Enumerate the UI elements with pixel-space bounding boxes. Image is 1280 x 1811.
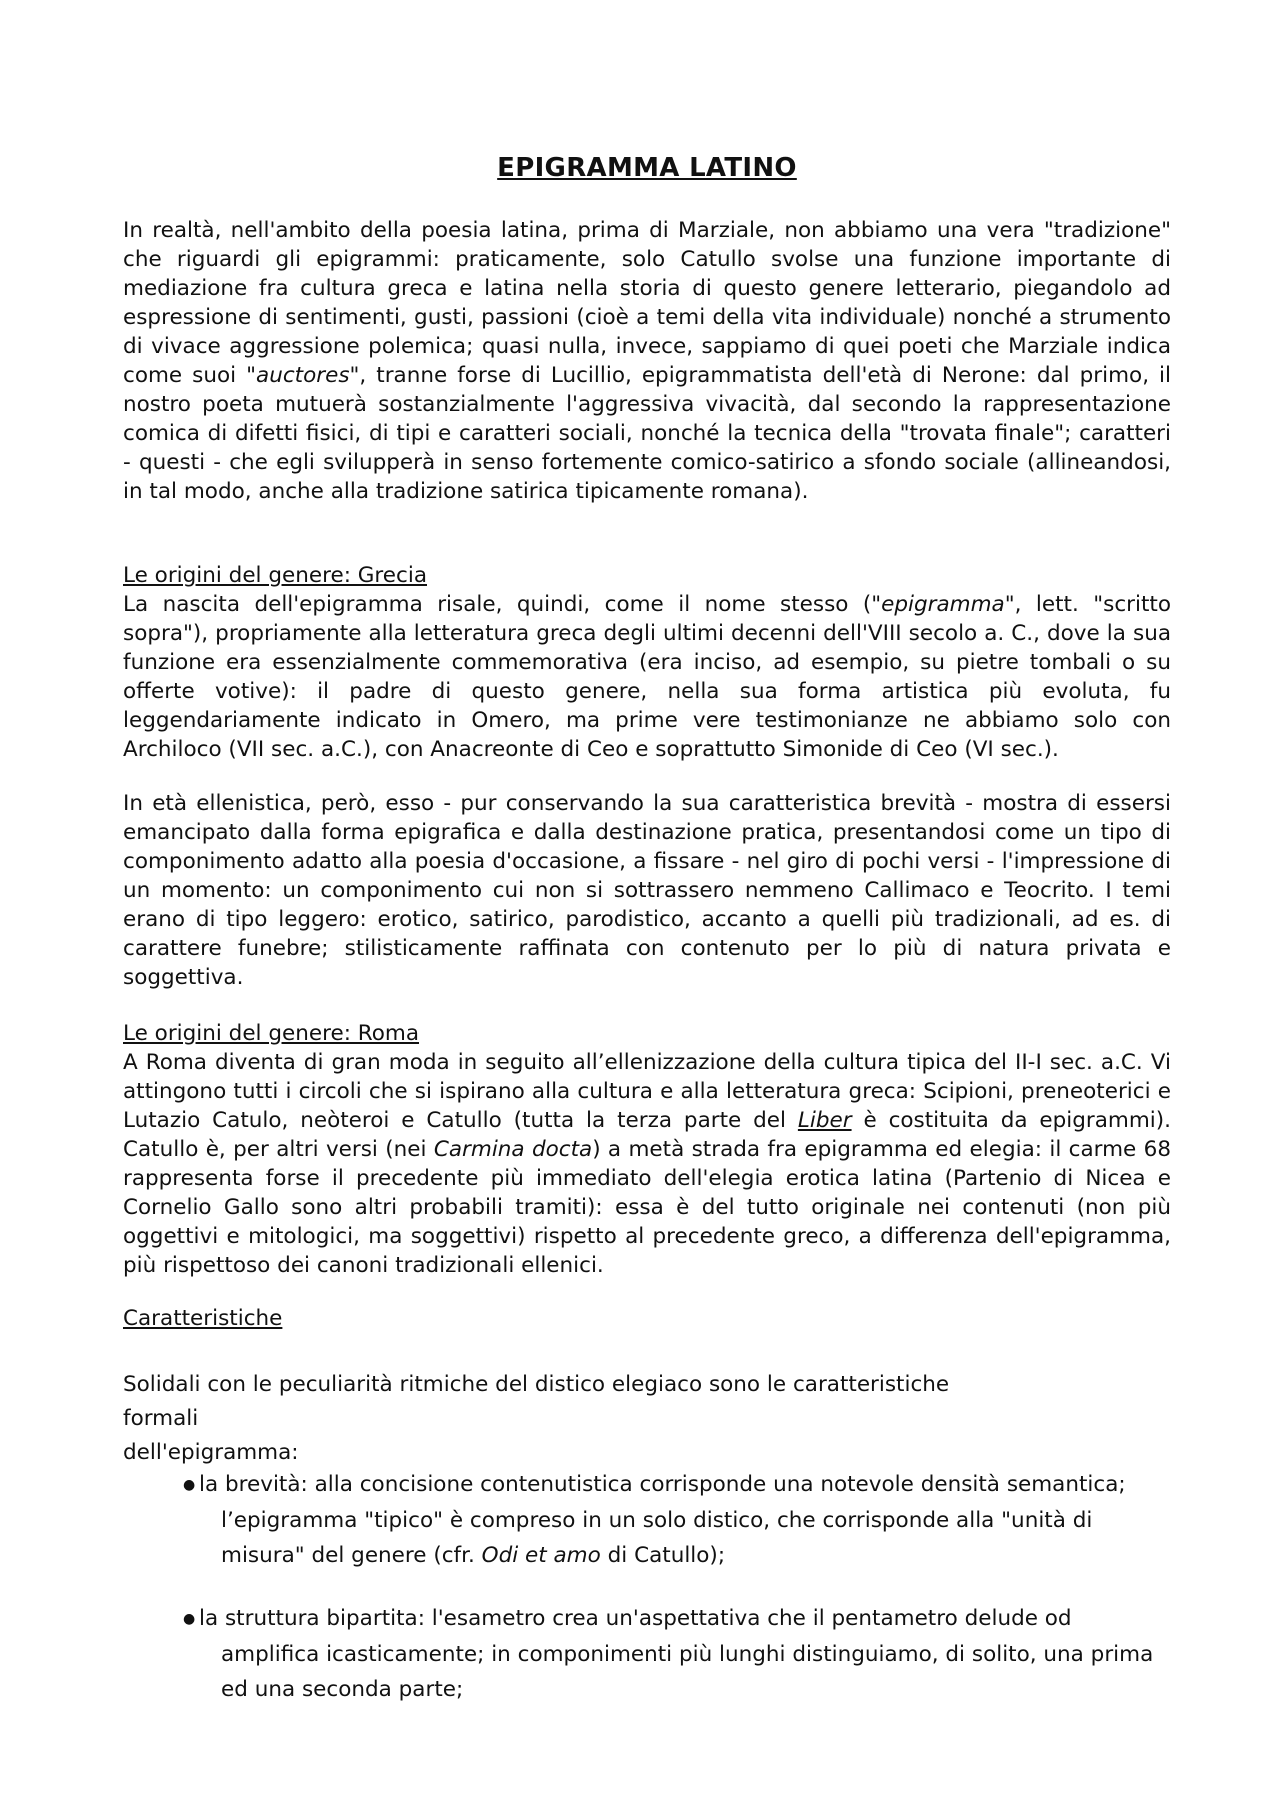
roma-text-c: ) a metà strada fra epigramma ed elegia: il carme 68 rappresenta forse il precedente più immediato dell'elegia erotica latina (Partenio di Nicea e Cornelio Gallo sono altri probabili tramiti): essa è del tutto originale nei contenuti (non più oggettivi e mitologici, ma soggettivi) rispetto al precedente greco, a differenza dell'epigramma, più rispettoso dei canoni tradizionali ellenici. <box>123 1137 1171 1278</box>
list-item-struttura-bipartita <box>183 1601 1154 1707</box>
caratteristiche-intro-line-1: Solidali con le peculiarità ritmiche del distico elegiaco sono le caratteristiche formali <box>123 1372 950 1431</box>
roma-paragraph <box>123 1048 1171 1280</box>
list-item-brevita <box>183 1467 1126 1573</box>
list-item-emphasis-odi-et-amo: Odi et amo <box>481 1543 601 1568</box>
list-item-text: amplifica icasticamente; in componimenti più lunghi distinguiamo, di solito, una prima <box>221 1642 1154 1667</box>
intro-text-b: ", tranne forse di Lucillio, epigrammatista dell'età di Nerone: dal primo, il nostro poeta mutuerà sostanzialmente l'aggressiva vivacità, dal secondo la rappresentazione comica di difetti fisici, di tipi e caratteri sociali, nonché la tecnica della "trovata finale"; caratteri - questi - che egli svilupperà in senso fortemente comico-satirico a sfondo sociale (allineandosi, in tal modo, anche alla tradizione satirica tipicamente romana). <box>123 363 1171 504</box>
roma-text-a: A Roma diventa di gran moda in seguito all’ellenizzazione della cultura tipica del II-I sec. a.C. Vi attingono tutti i circoli che si ispirano alla cultura e alla letteratura greca: Scipioni, preneoterici e Lutazio Catulo, neòteroi e Catullo (tutta la terza parte del <box>123 1050 1171 1133</box>
grecia-text-b: ", lett. "scritto sopra"), propriamente alla letteratura greca degli ultimi decenni dell'VIII secolo a. C., dove la sua funzione era essenzialmente commemorativa (era inciso, ad esempio, su pietre tombali o su offerte votive): il padre di questo genere, nella sua forma artistica più evoluta, fu leggendariamente indicato in Omero, ma prime vere testimonianze ne abbiamo solo con Archiloco (VII sec. a.C.), con Anacreonte di Ceo e soprattutto Simonide di Ceo (VI sec.). <box>123 592 1171 762</box>
list-item-text: la brevità: alla concisione contenutistica corrisponde una notevole densità semantica; <box>199 1472 1126 1497</box>
grecia-paragraph-2: In età ellenistica, però, esso - pur conservando la sua caratteristica brevità - mostra di essersi emancipato dalla forma epigrafica e dalla destinazione pratica, presentandosi come un tipo di componimento adatto alla poesia d'occasione, a fissare - nel giro di pochi versi - l'impressione di un momento: un componimento cui non si sottrassero nemmeno Callimaco e Teocrito. I temi erano di tipo leggero: erotico, satirico, parodistico, accanto a quelli più tradizionali, ad es. di carattere funebre; stilisticamente raffinata con contenuto per lo più di natura privata e soggettiva. <box>123 791 1171 990</box>
intro-text-a: In realtà, nell'ambito della poesia latina, prima di Marziale, non abbiamo una vera "tradizione" che riguardi gli epigrammi: praticamente, solo Catullo svolse una funzione importante di mediazione fra cultura greca e latina nella storia di questo genere letterario, piegandolo ad espressione di sentimenti, gusti, passioni (cioè a temi della vita individuale) nonché a strumento di vivace aggressione polemica; quasi nulla, invece, sappiamo di quei poeti che Marziale indica come suoi " <box>123 218 1171 388</box>
page-title: EPIGRAMMA LATINO <box>497 153 797 183</box>
bullet-dot-icon: ● <box>183 1611 196 1627</box>
bullet-dot-icon: ● <box>183 1477 196 1493</box>
caratteristiche-intro-line-2: dell'epigramma: <box>123 1440 299 1465</box>
intro-emphasis-auctores: auctores <box>256 363 350 388</box>
list-item-text: l’epigramma "tipico" è compreso in un solo distico, che corrisponde alla "unità di <box>221 1508 1093 1533</box>
grecia-text-a: La nascita dell'epigramma risale, quindi, come il nome stesso (" <box>123 592 882 617</box>
list-item-line <box>183 1467 1126 1503</box>
caratteristiche-intro <box>123 1368 1023 1470</box>
section-heading-caratteristiche: Caratteristiche <box>123 1306 283 1331</box>
grecia-emphasis-epigramma: epigramma <box>881 592 1005 617</box>
list-item-text: di Catullo); <box>600 1543 726 1568</box>
list-item-text: misura" del genere (cfr. <box>221 1543 482 1568</box>
roma-emphasis-carmina-docta: Carmina docta <box>433 1137 593 1162</box>
roma-emphasis-liber: Liber <box>797 1108 852 1133</box>
list-item-line <box>183 1601 1083 1637</box>
section-heading-grecia: Le origini del genere: Grecia <box>123 563 427 588</box>
list-item-line <box>183 1538 1083 1573</box>
intro-paragraph <box>123 216 1171 506</box>
list-item-text: la struttura bipartita: l'esametro crea un'aspettativa che il pentametro delude od <box>199 1606 1072 1631</box>
roma-text-b: è costituita da epigrammi). Catullo è, per altri versi (nei <box>123 1108 1171 1162</box>
document-page <box>123 0 1171 1811</box>
grecia-paragraph-1 <box>123 590 1171 764</box>
section-heading-roma: Le origini del genere: Roma <box>123 1021 420 1046</box>
list-item-text: ed una seconda parte; <box>221 1677 464 1702</box>
